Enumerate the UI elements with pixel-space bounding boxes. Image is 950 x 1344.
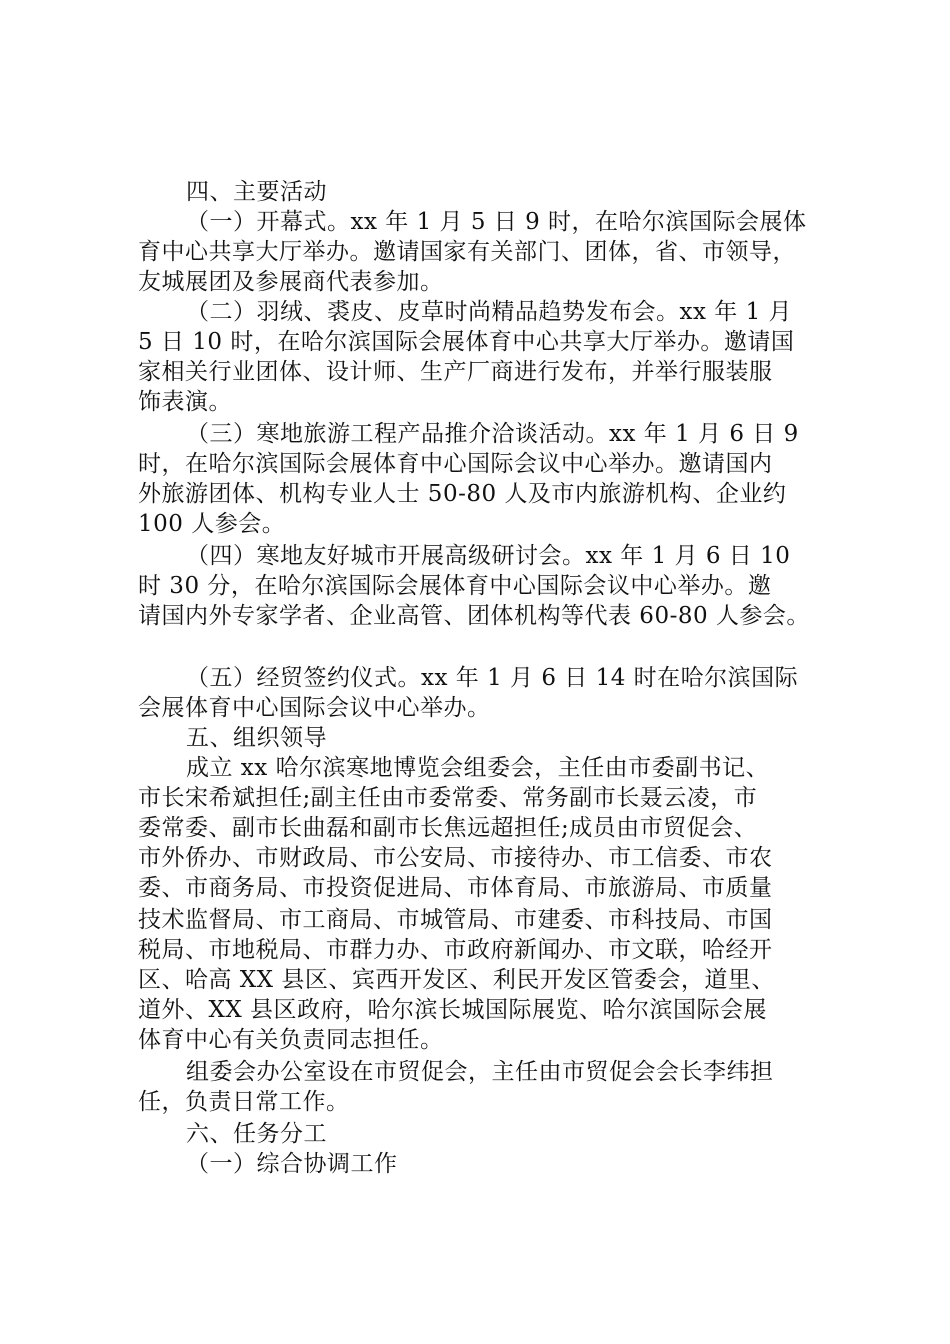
section-heading-main-activities: 四、主要活动: [186, 179, 327, 205]
paragraph-line: 任，负责日常工作。: [138, 1089, 350, 1115]
paragraph-line: 组委会办公室设在市贸促会，主任由市贸促会会长李纬担: [186, 1059, 774, 1085]
paragraph-line: 道外、XX 县区政府，哈尔滨长城国际展览、哈尔滨国际会展: [138, 997, 768, 1023]
paragraph-line: 成立 xx 哈尔滨寒地博览会组委会，主任由市委副书记、: [186, 755, 770, 781]
paragraph-line: （四）寒地友好城市开展高级研讨会。xx 年 1 月 6 日 10: [186, 543, 791, 569]
paragraph-line: （五）经贸签约仪式。xx 年 1 月 6 日 14 时在哈尔滨国际: [186, 665, 799, 691]
paragraph-line: 外旅游团体、机构专业人士 50-80 人及市内旅游机构、企业约: [138, 481, 787, 507]
paragraph-line: 友城展团及参展商代表参加。: [138, 269, 444, 295]
paragraph-line: 100 人参会。: [138, 511, 286, 537]
paragraph-line: 市外侨办、市财政局、市公安局、市接待办、市工信委、市农: [138, 845, 773, 871]
paragraph-line: 育中心共享大厅举办。邀请国家有关部门、团体，省、市领导，: [138, 239, 796, 265]
paragraph-line: （二）羽绒、裘皮、皮草时尚精品趋势发布会。xx 年 1 月: [186, 299, 793, 325]
subsection-heading-coordination: （一）综合协调工作: [186, 1151, 398, 1177]
paragraph-line: 税局、市地税局、市群力办、市政府新闻办、市文联，哈经开: [138, 937, 773, 963]
paragraph-line: 委、市商务局、市投资促进局、市体育局、市旅游局、市质量: [138, 875, 773, 901]
paragraph-line: 会展体育中心国际会议中心举办。: [138, 695, 491, 721]
paragraph-line: 市长宋希斌担任;副主任由市委常委、常务副市长聂云凌，市: [138, 785, 758, 811]
paragraph-line: 请国内外专家学者、企业高管、团体机构等代表 60-80 人参会。: [138, 603, 810, 629]
paragraph-line: 时，在哈尔滨国际会展体育中心国际会议中心举办。邀请国内: [138, 451, 773, 477]
paragraph-line: 时 30 分，在哈尔滨国际会展体育中心国际会议中心举办。邀: [138, 573, 772, 599]
paragraph-line: （一）开幕式。xx 年 1 月 5 日 9 时，在哈尔滨国际会展体: [186, 209, 807, 235]
paragraph-line: 区、哈高 XX 县区、宾西开发区、利民开发区管委会，道里、: [138, 967, 775, 993]
paragraph-line: 饰表演。: [138, 389, 232, 415]
section-heading-organization: 五、组织领导: [186, 725, 327, 751]
paragraph-line: 技术监督局、市工商局、市城管局、市建委、市科技局、市国: [138, 907, 773, 933]
paragraph-line: 体育中心有关负责同志担任。: [138, 1027, 444, 1053]
paragraph-line: 5 日 10 时，在哈尔滨国际会展体育中心共享大厅举办。邀请国: [138, 329, 795, 355]
paragraph-line: 家相关行业团体、设计师、生产厂商进行发布，并举行服装服: [138, 359, 773, 385]
section-heading-task-division: 六、任务分工: [186, 1121, 327, 1147]
paragraph-line: （三）寒地旅游工程产品推介洽谈活动。xx 年 1 月 6 日 9: [186, 421, 799, 447]
paragraph-line: 委常委、副市长曲磊和副市长焦远超担任;成员由市贸促会、: [138, 815, 758, 841]
